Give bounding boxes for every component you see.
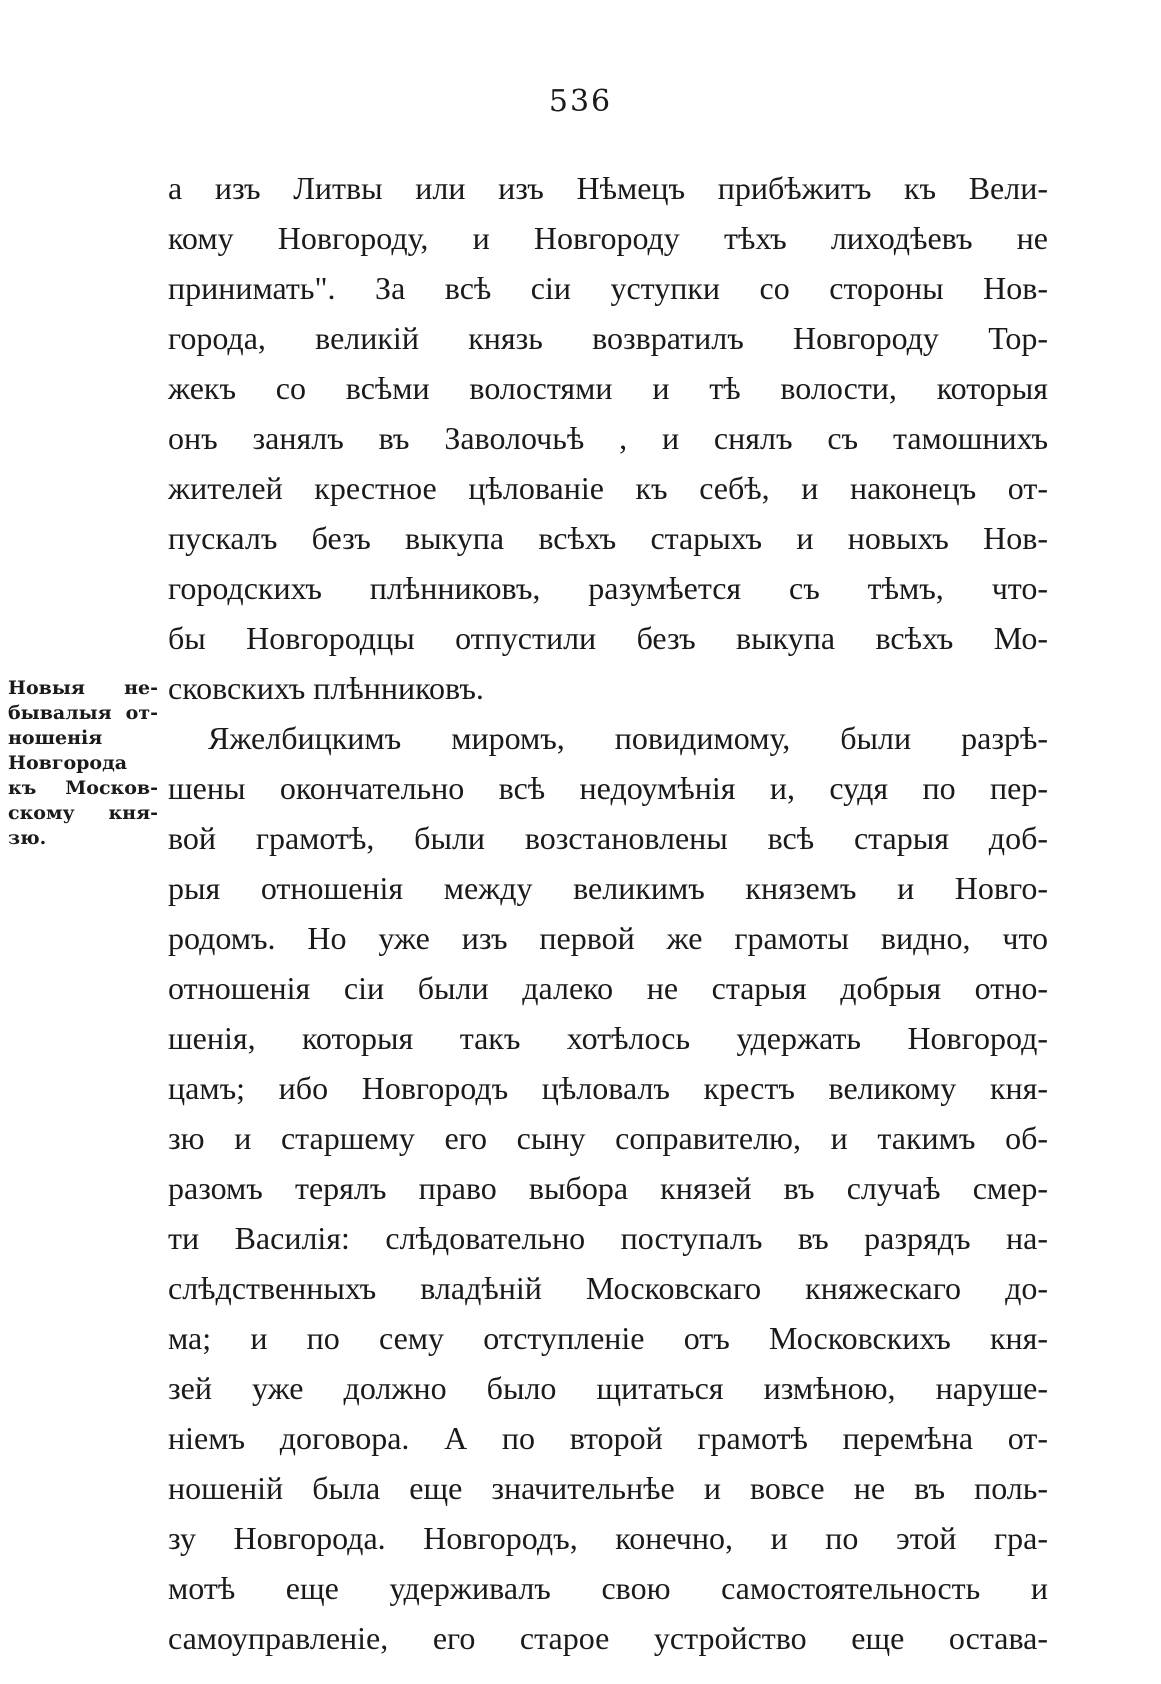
marginal-line: ношенія <box>8 727 103 749</box>
page-number: 536 <box>548 84 613 119</box>
text-line: жителей крестное цѣлованіе къ себѣ, и наконецъ от- <box>168 470 1048 506</box>
text-line: вой грамотѣ, были возстановлены всѣ старыя доб- <box>168 820 1048 856</box>
text-line: пускалъ безъ выкупа всѣхъ старыхъ и новыхъ Нов- <box>168 520 1048 556</box>
text-line: ти Василія: слѣдовательно поступалъ въ разрядъ на- <box>168 1220 1048 1256</box>
text-line: сковскихъ плѣнниковъ. <box>168 670 484 706</box>
text-line: зу Новгорода. Новгородъ, конечно, и по этой гра- <box>168 1520 1048 1556</box>
marginal-line: бывалыя от- <box>8 702 158 724</box>
text-line: отношенія сіи были далеко не старыя добрыя отно- <box>168 970 1048 1006</box>
text-line: шены окончательно всѣ недоумѣнія и, судя по пер- <box>168 770 1048 806</box>
marginal-note <box>8 676 158 851</box>
text-line: кому Новгороду, и Новгороду тѣхъ лиходѣевъ не <box>168 220 1048 256</box>
text-line: самоуправленіе, его старое устройство еще остава- <box>168 1620 1048 1656</box>
text-line: ніемъ договора. А по второй грамотѣ перемѣна от- <box>168 1420 1048 1456</box>
text-line: а изъ Литвы или изъ Нѣмецъ прибѣжитъ къ Вели- <box>168 170 1048 206</box>
text-line: принимать". За всѣ сіи уступки со стороны Нов- <box>168 270 1048 306</box>
marginal-line: Новыя не- <box>8 677 158 699</box>
text-line: городскихъ плѣнниковъ, разумѣется съ тѣмъ, что- <box>168 570 1048 606</box>
text-line: города, великій князь возвратилъ Новгороду Тор- <box>168 320 1048 356</box>
text-line: цамъ; ибо Новгородъ цѣловалъ крестъ великому кня- <box>168 1070 1048 1106</box>
text-line: рыя отношенія между великимъ княземъ и Новго- <box>168 870 1048 906</box>
text-line: ма; и по сему отступленіе отъ Московскихъ кня- <box>168 1320 1048 1356</box>
text-line: Яжелбицкимъ миромъ, повидимому, были разрѣ- <box>208 720 1048 756</box>
marginal-line: къ Москов- <box>8 777 158 799</box>
marginal-line: зю. <box>8 827 47 849</box>
text-line: жекъ со всѣми волостями и тѣ волости, которыя <box>168 370 1048 406</box>
text-line: шенія, которыя такъ хотѣлось удержать Новгород- <box>168 1020 1048 1056</box>
body-text <box>168 163 1048 1663</box>
text-line: бы Новгородцы отпустили безъ выкупа всѣхъ Мо- <box>168 620 1048 656</box>
text-line: родомъ. Но уже изъ первой же грамоты видно, что <box>168 920 1048 956</box>
text-line: зю и старшему его сыну соправителю, и такимъ об- <box>168 1120 1048 1156</box>
text-line: слѣдственныхъ владѣній Московскаго княжескаго до- <box>168 1270 1048 1306</box>
text-line: мотѣ еще удерживалъ свою самостоятельность и <box>168 1570 1048 1606</box>
marginal-line: скому кня- <box>8 802 158 824</box>
text-line: зей уже должно было щитаться измѣною, наруше- <box>168 1370 1048 1406</box>
text-line: ношеній была еще значительнѣе и вовсе не въ поль- <box>168 1470 1048 1506</box>
text-line: онъ занялъ въ Заволочьѣ , и снялъ съ тамошнихъ <box>168 420 1048 456</box>
text-line: разомъ терялъ право выбора князей въ случаѣ смер- <box>168 1170 1048 1206</box>
marginal-line: Новгорода <box>8 752 128 774</box>
